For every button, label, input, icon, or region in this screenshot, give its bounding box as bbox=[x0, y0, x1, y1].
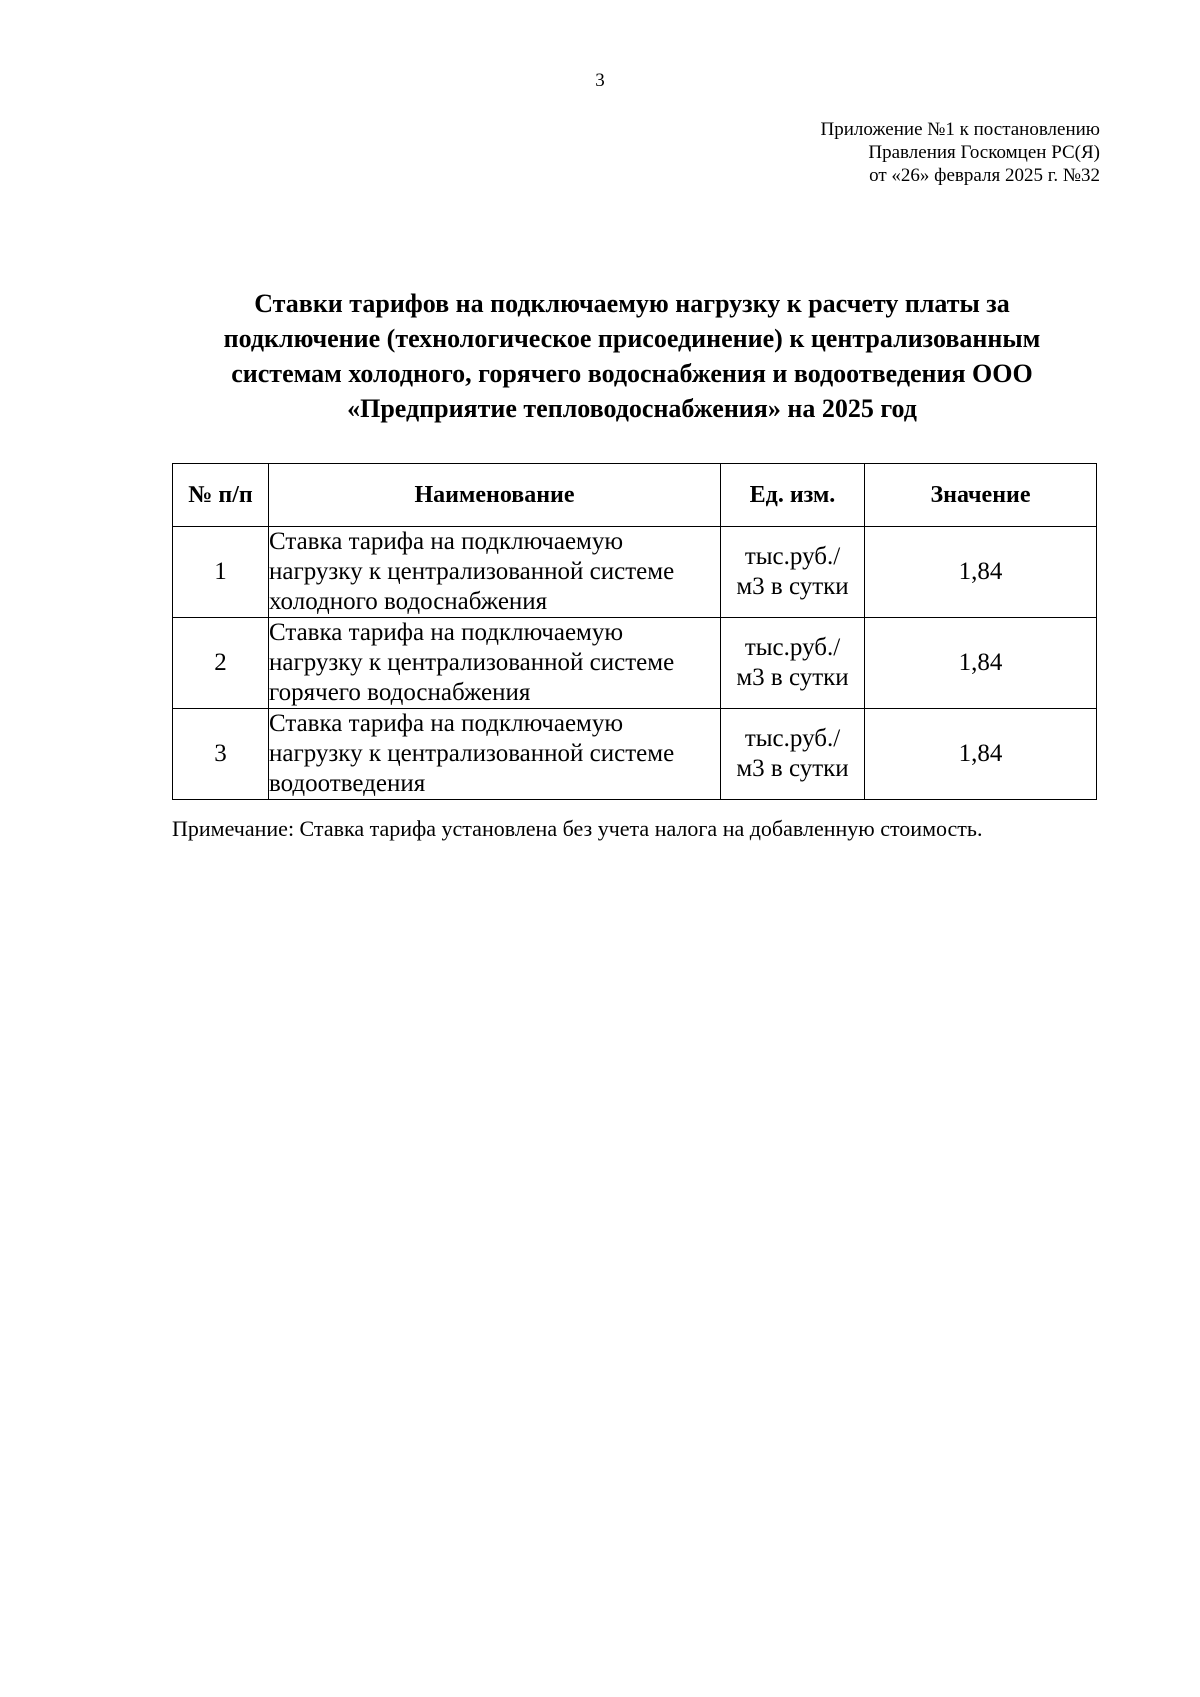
row-name bbox=[269, 527, 721, 618]
row-number: 2 bbox=[173, 618, 269, 709]
title-line: Ставки тарифов на подключаемую нагрузку к расчету платы за bbox=[254, 289, 1010, 318]
header-number: № п/п bbox=[173, 464, 269, 527]
row-unit-line: тыс.руб./ bbox=[744, 543, 841, 570]
tariff-table bbox=[172, 463, 1097, 800]
row-unit-line: м3 в сутки bbox=[736, 755, 849, 782]
table-row bbox=[173, 527, 1097, 618]
row-name bbox=[269, 618, 721, 709]
table-row bbox=[173, 618, 1097, 709]
title-line: «Предприятие тепловодоснабжения» на 2025 год bbox=[347, 394, 917, 423]
row-unit-line: м3 в сутки bbox=[736, 664, 849, 691]
title-line: системам холодного, горячего водоснабжения и водоотведения ООО bbox=[231, 359, 1033, 388]
header-name: Наименование bbox=[269, 464, 721, 527]
appendix-line: от «26» февраля 2025 г. №32 bbox=[869, 165, 1100, 186]
appendix-reference bbox=[821, 118, 1100, 187]
row-number: 1 bbox=[173, 527, 269, 618]
row-unit bbox=[721, 618, 865, 709]
row-unit-line: м3 в сутки bbox=[736, 573, 849, 600]
header-unit: Ед. изм. bbox=[721, 464, 865, 527]
row-name-line: Ставка тарифа на подключаемую bbox=[269, 528, 624, 555]
row-number: 3 bbox=[173, 709, 269, 800]
appendix-line: Правления Госкомцен РС(Я) bbox=[868, 142, 1100, 163]
document-title bbox=[172, 286, 1092, 426]
table-header-row bbox=[173, 464, 1097, 527]
row-unit bbox=[721, 527, 865, 618]
title-line: подключение (технологическое присоединение) к централизованным bbox=[223, 324, 1041, 353]
page-number: 3 bbox=[595, 70, 605, 91]
table-row bbox=[173, 709, 1097, 800]
row-unit-line: тыс.руб./ bbox=[744, 634, 841, 661]
row-unit bbox=[721, 709, 865, 800]
footnote: Примечание: Ставка тарифа установлена без учета налога на добавленную стоимость. bbox=[172, 816, 983, 841]
row-value: 1,84 bbox=[865, 527, 1097, 618]
row-name-line: холодного водоснабжения bbox=[269, 588, 548, 615]
row-name bbox=[269, 709, 721, 800]
row-name-line: нагрузку к централизованной системе bbox=[269, 558, 675, 585]
appendix-line: Приложение №1 к постановлению bbox=[820, 119, 1100, 140]
row-value: 1,84 bbox=[865, 709, 1097, 800]
header-value: Значение bbox=[865, 464, 1097, 527]
row-value: 1,84 bbox=[865, 618, 1097, 709]
row-name-line: Ставка тарифа на подключаемую bbox=[269, 710, 624, 737]
row-name-line: водоотведения bbox=[269, 770, 426, 797]
row-unit-line: тыс.руб./ bbox=[744, 725, 841, 752]
row-name-line: горячего водоснабжения bbox=[269, 679, 531, 706]
row-name-line: нагрузку к централизованной системе bbox=[269, 740, 675, 767]
row-name-line: нагрузку к централизованной системе bbox=[269, 649, 675, 676]
row-name-line: Ставка тарифа на подключаемую bbox=[269, 619, 624, 646]
